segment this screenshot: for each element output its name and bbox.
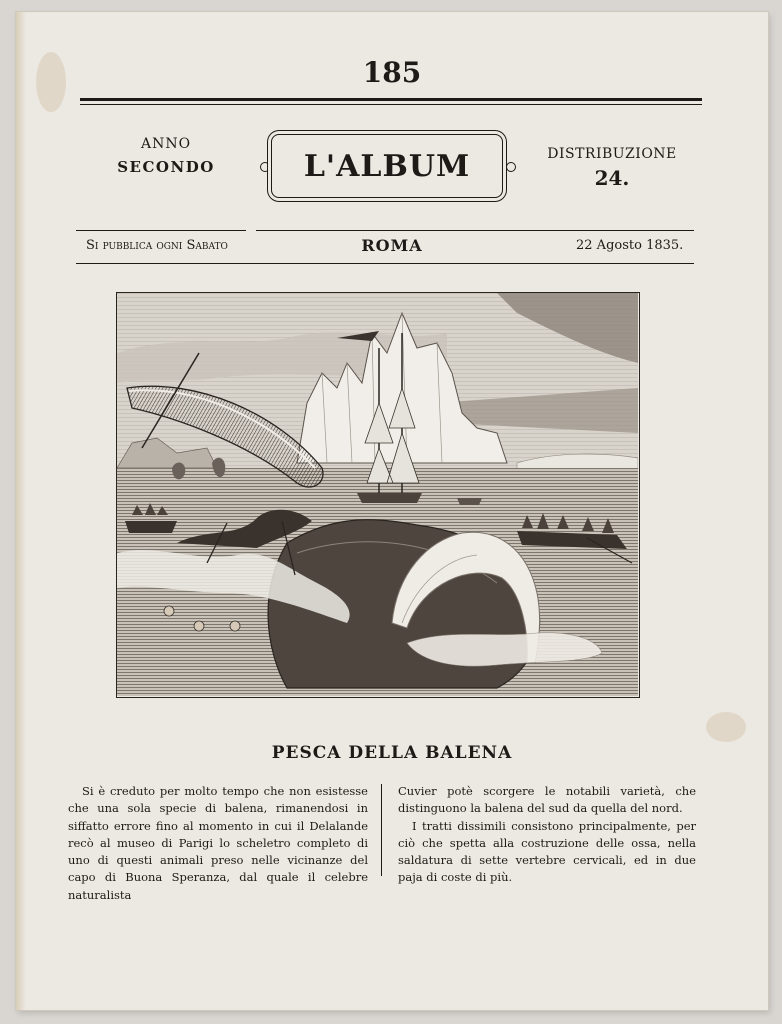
- publication-city: ROMA: [361, 236, 423, 255]
- engraving-drawing: [117, 293, 638, 696]
- header-rule: [80, 98, 702, 101]
- dateline-rule: [256, 230, 694, 231]
- dateline-rule: [76, 230, 246, 231]
- distribuzione-value: 24.: [594, 166, 630, 190]
- distribuzione-label: DISTRIBUZIONE: [547, 146, 677, 162]
- article-paragraph: I tratti dissimili consistono principalmente, per ciò che spetta alla costruzione delle ossa, nella saldatura di sette vertebre cervicali, ed in due paja di coste di più.: [398, 818, 696, 885]
- publication-frequency: Si pubblica ogni Sabato: [86, 238, 228, 253]
- paper-stain: [706, 712, 746, 742]
- masthead-title: L'ALBUM: [303, 148, 471, 184]
- magazine-page: [16, 12, 768, 1010]
- ornament-dot: [260, 162, 270, 172]
- article-title: PESCA DELLA BALENA: [271, 743, 513, 763]
- article-column-left: Si è creduto per molto tempo che non esistesse che una sola specie di balena, rimanendosi in siffatto errore fino al momento in cui il Delalande recò al museo di Parigi lo scheletro completo di uno di questi animali preso nelle vicinanze del capo di Buona Speranza, dal quale il celebre naturalista: [68, 784, 368, 902]
- issue-number: 185: [362, 56, 422, 89]
- whaling-engraving: [116, 292, 640, 698]
- distribuzione-block: [542, 146, 682, 190]
- anno-block: [96, 136, 236, 176]
- column-divider: [381, 784, 382, 876]
- anno-value: SECONDO: [117, 158, 215, 176]
- header-rule: [80, 104, 702, 105]
- article-paragraph: Cuvier potè scorgere le notabili varietà, che distinguono la balena del sud da quella del nord.: [398, 784, 696, 816]
- anno-label: ANNO: [140, 136, 192, 152]
- dateline-rule: [76, 263, 694, 264]
- ornament-dot: [506, 162, 516, 172]
- publication-date: 22 Agosto 1835.: [576, 238, 684, 253]
- article-column-right: [398, 783, 696, 887]
- masthead-frame: [271, 134, 503, 198]
